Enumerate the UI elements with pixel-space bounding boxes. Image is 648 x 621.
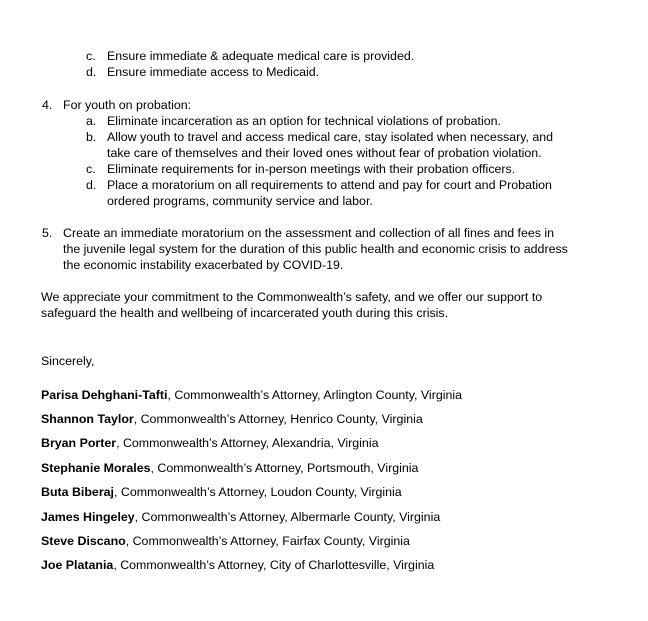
list-marker-d: d. xyxy=(86,65,97,79)
sublist-item-a-line-1: Eliminate incarceration as an option for technical violations of probation. xyxy=(107,114,501,128)
list-item-c-text: Ensure immediate & adequate medical care is provided. xyxy=(107,49,415,63)
signatory-title: , Commonwealth’s Attorney, Loudon County, Virginia xyxy=(113,485,402,499)
list-item-5-line-3: the economic instability exacerbated by COVID-19. xyxy=(63,258,344,272)
sublist-item-d-line-1: Place a moratorium on all requirements to attend and pay for court and Probation xyxy=(107,178,552,192)
signatory-title: , Commonwealth’s Attorney, Albermarle County, Virginia xyxy=(134,510,441,524)
signatory-name: James Hingeley xyxy=(41,510,135,524)
sublist-marker-d: d. xyxy=(86,178,97,192)
signatory-name: Shannon Taylor xyxy=(41,412,134,426)
list-item-4-text: For youth on probation: xyxy=(63,98,192,112)
signatory-line xyxy=(41,435,378,451)
list-item-5-line-2: the juvenile legal system for the duration of this public health and economic crisis to address xyxy=(63,242,568,256)
signatory-title: , Commonwealth’s Attorney, Fairfax County, Virginia xyxy=(125,534,410,548)
sublist-item-c-line-1: Eliminate requirements for in-person meetings with their probation officers. xyxy=(107,162,516,176)
signatory-name: Steve Discano xyxy=(41,534,126,548)
signatory-line xyxy=(41,484,402,500)
signatory-name: Buta Biberaj xyxy=(41,485,114,499)
signatory-title: , Commonwealth’s Attorney, Portsmouth, Virginia xyxy=(150,461,419,475)
sublist-item-d-line-2: ordered programs, community service and labor. xyxy=(107,194,373,208)
closing-paragraph-line-2: safeguard the health and wellbeing of incarcerated youth during this crisis. xyxy=(41,306,449,320)
sign-off: Sincerely, xyxy=(41,354,95,368)
signatory-title: , Commonwealth’s Attorney, Alexandria, Virginia xyxy=(116,436,379,450)
signatory-name: Stephanie Morales xyxy=(41,461,151,475)
signatory-line xyxy=(41,533,410,549)
signatory-title: , Commonwealth’s Attorney, Henrico County, Virginia xyxy=(133,412,423,426)
signatory-line xyxy=(41,557,434,573)
signatory-name: Parisa Dehghani-Tafti xyxy=(41,388,168,402)
signatory-line xyxy=(41,411,423,427)
list-marker-5: 5. xyxy=(42,226,53,240)
signatory-line xyxy=(41,387,462,403)
signatory-title: , Commonwealth’s Attorney, City of Charlottesville, Virginia xyxy=(113,558,435,572)
signatory-line xyxy=(41,509,440,525)
closing-paragraph-line-1: We appreciate your commitment to the Commonwealth’s safety, and we offer our support to xyxy=(41,290,543,304)
list-item-5-line-1: Create an immediate moratorium on the assessment and collection of all fines and fees in xyxy=(63,226,555,240)
sublist-marker-c: c. xyxy=(86,162,96,176)
sublist-marker-b: b. xyxy=(86,130,97,144)
sublist-item-b-line-1: Allow youth to travel and access medical care, stay isolated when necessary, and xyxy=(107,130,554,144)
signatory-line xyxy=(41,460,418,476)
signatory-name: Joe Platania xyxy=(41,558,114,572)
sublist-item-b-line-2: take care of themselves and their loved ones without fear of probation violation. xyxy=(107,146,542,160)
signatory-name: Bryan Porter xyxy=(41,436,117,450)
sublist-marker-a: a. xyxy=(86,114,97,128)
list-marker-c: c. xyxy=(86,49,96,63)
list-item-d-text: Ensure immediate access to Medicaid. xyxy=(107,65,320,79)
signatory-title: , Commonwealth’s Attorney, Arlington County, Virginia xyxy=(167,388,462,402)
list-marker-4: 4. xyxy=(42,98,53,112)
